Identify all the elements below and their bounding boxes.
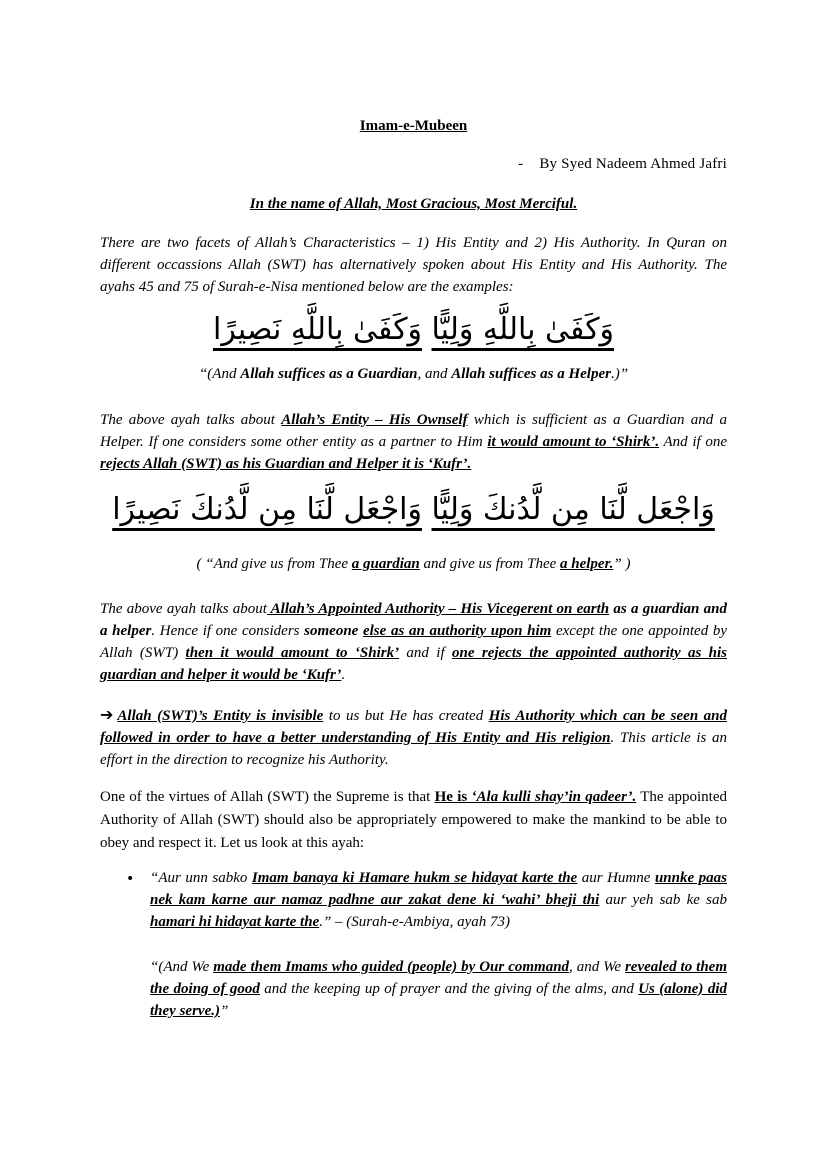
paragraph-emphasis: Allah (SWT)’s Entity is invisible xyxy=(117,708,324,724)
paragraph-emphasis: one rejects the appointed authority as his guardian and helper it would be ‘Kufr’ xyxy=(100,645,728,683)
paragraph-text: .” – (Surah-e-Ambiya, ayah 73) xyxy=(319,914,510,930)
paragraph-emphasis: else as an authority upon him xyxy=(362,623,552,639)
paragraph-emphasis: ‘Ala kulli shay’in qadeer’. xyxy=(471,789,637,805)
paragraph-bold: as a guardian and a helper xyxy=(100,601,727,639)
paragraph-text: . xyxy=(341,667,346,683)
ayah-3-translation xyxy=(150,956,727,1022)
ayah-2-arabic xyxy=(100,492,727,527)
author-name: By Syed Nadeem Ahmed Jafri xyxy=(539,156,727,172)
ayah-2-translation-text: and give us from Thee xyxy=(419,556,561,572)
author-dash: - xyxy=(518,156,524,172)
paragraph-emphasis: Allah’s Appointed Authority – His Vicegerent on earth xyxy=(266,601,610,617)
author-line xyxy=(518,156,727,173)
paragraph-text: The above ayah talks about xyxy=(100,412,282,428)
paragraph-text: “Aur unn sabko xyxy=(150,870,252,886)
paragraph-emphasis: Imam banaya ki Hamare hukm se hidayat karte the xyxy=(251,870,578,886)
paragraph-text: And if one xyxy=(659,434,728,450)
bismillah-heading: In the name of Allah, Most Gracious, Most Merciful. xyxy=(249,196,578,212)
paragraph-emphasis: hamari hi hidayat karte the xyxy=(150,914,320,930)
ayah-2-translation-emphasis: a helper. xyxy=(560,556,614,572)
document-title: Imam-e-Mubeen xyxy=(359,118,468,134)
ayah-2-arabic-part-2: وَاجْعَل لَّنَا مِن لَّدُنكَ نَصِيرًا xyxy=(112,492,422,527)
paragraph-emphasis: rejects Allah (SWT) as his Guardian and Helper it is ‘Kufr’. xyxy=(100,456,472,472)
paragraph-text: and the keeping up of prayer and the giving of the alms, and xyxy=(259,981,639,997)
ayah-2-translation-text: ” ) xyxy=(613,556,631,572)
ayah-1-arabic xyxy=(100,312,727,347)
ayah-2-translation-emphasis: a guardian xyxy=(351,556,420,572)
authority-paragraph xyxy=(100,598,727,686)
paragraph-emphasis: revealed to them the doing of good xyxy=(150,959,728,997)
right-arrow-icon: ➔ xyxy=(100,705,114,724)
paragraph-emphasis: it would amount to ‘Shirk’. xyxy=(487,434,660,450)
paragraph-emphasis: unnke paas nek kam karne aur namaz padhne aur zakat dene ki ‘wahi’ bheji thi xyxy=(150,870,727,908)
ayah-1-translation xyxy=(100,366,727,383)
paragraph-text: aur yeh sab ke sab xyxy=(599,892,727,908)
ayah-1-translation-emphasis: Allah suffices as a Helper xyxy=(451,366,611,382)
paragraph-emphasis: then it would amount to ‘Shirk’ xyxy=(185,645,400,661)
paragraph-emphasis: made them Imams who guided (people) by Our command xyxy=(213,959,570,975)
paragraph-text: ” xyxy=(219,1003,229,1019)
ayah-2-translation-text: ( “And give us from Thee xyxy=(196,556,352,572)
ayah-1-translation-text: , and xyxy=(417,366,452,382)
paragraph-text: which is sufficient as a Guardian and a Helper. If one considers some other entity as a partner to Him xyxy=(100,412,728,450)
ayah-1-translation-text: “(And xyxy=(198,366,241,382)
intro-paragraph: There are two facets of Allah’s Characteristics – 1) His Entity and 2) His Authority. In Quran on different occassions Allah (SWT) has alternatively spoken about His Entity and His Authority. The ayahs 45 and 75 of Surah-e-Nisa mentioned below are the examples: xyxy=(100,235,727,295)
ayah-2-translation xyxy=(100,556,727,573)
paragraph-text: “(And We xyxy=(150,959,214,975)
invisible-entity-paragraph xyxy=(100,704,727,771)
paragraph-text: aur Humne xyxy=(577,870,655,886)
ayah-1-arabic-part-1: وَكَفَىٰ بِاللَّهِ وَلِيًّا xyxy=(431,312,615,347)
ayah-1-translation-emphasis: Allah suffices as a Guardian xyxy=(240,366,418,382)
paragraph-text: One of the virtues of Allah (SWT) the Supreme is that xyxy=(100,789,435,805)
paragraph-text: . This article is an effort in the direction to recognize his Authority. xyxy=(100,730,727,768)
ayah-2-arabic-part-1: وَاجْعَل لَّنَا مِن لَّدُنكَ وَلِيًّا xyxy=(431,492,715,527)
paragraph-bold: someone xyxy=(304,623,359,639)
paragraph-text: except the one appointed by Allah (SWT) xyxy=(100,623,728,661)
virtues-paragraph xyxy=(100,786,727,855)
paragraph-text: , and We xyxy=(569,959,625,975)
paragraph-text: and if xyxy=(399,645,452,661)
paragraph-emphasis: Us (alone) did they serve.) xyxy=(150,981,727,1019)
paragraph-emphasis: His Authority which can be seen and followed in order to have a better understanding of His Entity and His religion xyxy=(100,708,728,746)
entity-paragraph xyxy=(100,409,727,475)
paragraph-text: The appointed Authority of Allah (SWT) should also be appropriately empowered to make the mankind to be able to obey and respect it. Let us look at this ayah: xyxy=(100,789,727,851)
paragraph-emphasis: He is xyxy=(434,789,472,805)
paragraph-emphasis: Allah’s Entity – His Ownself xyxy=(281,412,468,428)
paragraph-text: to us but He has created xyxy=(323,708,489,724)
paragraph-text: The above ayah talks about xyxy=(100,601,267,617)
paragraph-text: . Hence if one considers xyxy=(151,623,305,639)
ayah-1-translation-text: .)” xyxy=(610,366,629,382)
ayah-3-transliteration xyxy=(150,867,727,933)
ayah-1-arabic-part-2: وَكَفَىٰ بِاللَّهِ نَصِيرًا xyxy=(212,312,422,347)
bullet-icon: • xyxy=(126,871,135,887)
